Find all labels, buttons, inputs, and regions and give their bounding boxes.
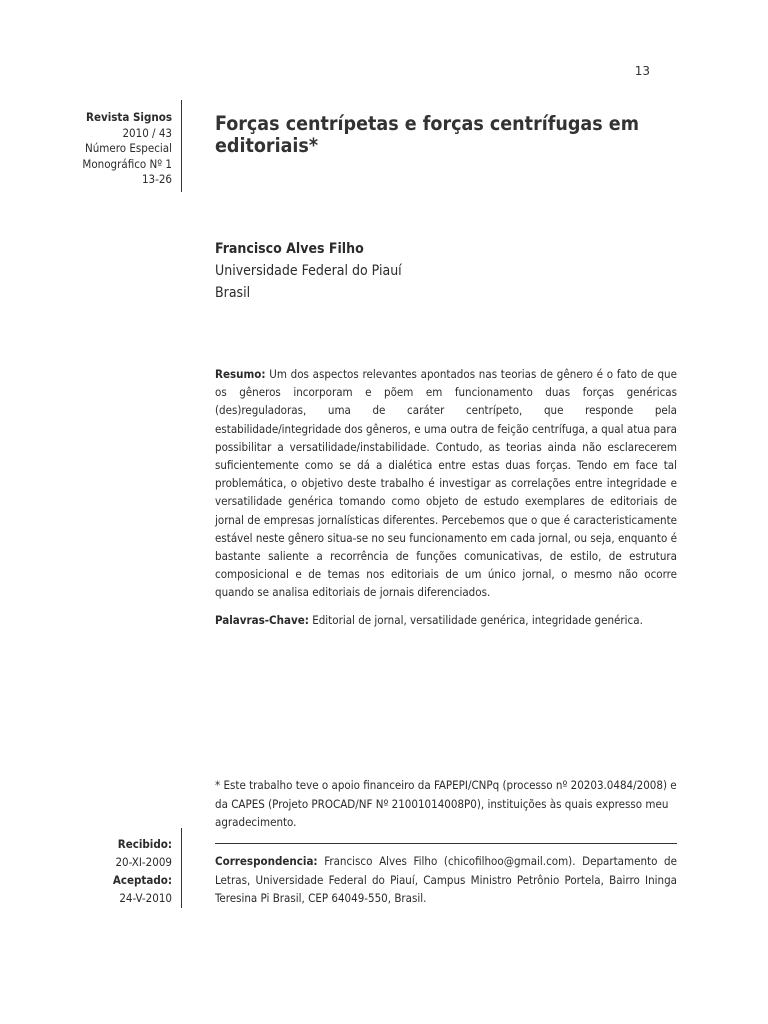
accepted-label: Aceptado: bbox=[112, 873, 172, 887]
author-name: Francisco Alves Filho bbox=[215, 241, 364, 257]
keywords-label: Palavras-Chave: bbox=[215, 613, 309, 627]
abstract bbox=[215, 365, 677, 602]
correspondence bbox=[215, 852, 677, 908]
correspondence-label: Correspondencia: bbox=[215, 854, 318, 868]
author-block bbox=[215, 238, 675, 304]
journal-year-volume: 2010 / 43 bbox=[122, 125, 172, 140]
footnote: * Este trabalho teve o apoio financeiro da FAPEPI/CNPq (processo nº 20203.0484/2008) e da CAPES (Projeto PROCAD/NF Nº 21001014008P0), instituições às quais expresso meu agradecimento. bbox=[215, 778, 677, 829]
page-number: 13 bbox=[634, 64, 650, 78]
journal-monograph: Monográfico Nº 1 bbox=[82, 156, 172, 171]
journal-name: Revista Signos bbox=[86, 110, 172, 124]
keywords bbox=[215, 611, 677, 629]
received-date: 20-XI-2009 bbox=[115, 855, 172, 869]
submission-dates bbox=[60, 835, 172, 907]
article-title: Forças centrípetas e forças centrífugas em editoriais* bbox=[215, 112, 639, 157]
journal-issue: Número Especial bbox=[85, 141, 172, 155]
abstract-label: Resumo: bbox=[215, 367, 266, 381]
author-country: Brasil bbox=[215, 285, 251, 301]
journal-meta bbox=[60, 110, 172, 188]
author-affiliation: Universidade Federal do Piauí bbox=[215, 263, 402, 279]
correspondence-text: Francisco Alves Filho (chicofilhoo@gmail.com). Departamento de Letras, Universidade Federal do Piauí, Campus Ministro Petrônio Portela, Bairro Ininga Teresina Pi Brasil, CEP 64049-550, Brasil. bbox=[215, 854, 677, 905]
abstract-text: Um dos aspectos relevantes apontados nas teorias de gênero é o fato de que os gêneros incorporam e põem em funcionamento duas forças genéricas (des)reguladoras, uma de caráter centrípeto, que responde pela estabilidade/integridade dos gêneros, e uma outra de feição centrífuga, a qual atua para possibilitar a versatilidade/instabilidade. Contudo, as teorias ainda não esclarecerem suficientemente como se dá a dialética entre estas duas forças. Tendo em face tal problemática, o objetivo deste trabalho é investigar as correlações entre integridade e versatilidade genérica tomando como objeto de estudo exemplares de editoriais de jornal de empresas jornalísticas diferentes. Percebemos que o que é caracteristicamente estável neste gênero situa-se no seu funcionamento em cada jornal, ou seja, enquanto é bastante saliente a recorrência de funções comunicativas, de estilo, de estrutura composicional e de temas nos editoriais de um único jornal, o mesmo não ocorre quando se analisa editoriais de jornais diferenciados. bbox=[215, 367, 677, 600]
journal-pages: 13-26 bbox=[141, 172, 172, 186]
keywords-text: Editorial de jornal, versatilidade genérica, integridade genérica. bbox=[312, 613, 643, 627]
accepted-date: 24-V-2010 bbox=[119, 891, 172, 905]
received-label: Recibido: bbox=[117, 837, 172, 851]
dates-divider bbox=[181, 828, 182, 908]
footnote-divider bbox=[215, 843, 677, 844]
journal-meta-divider bbox=[181, 100, 182, 192]
